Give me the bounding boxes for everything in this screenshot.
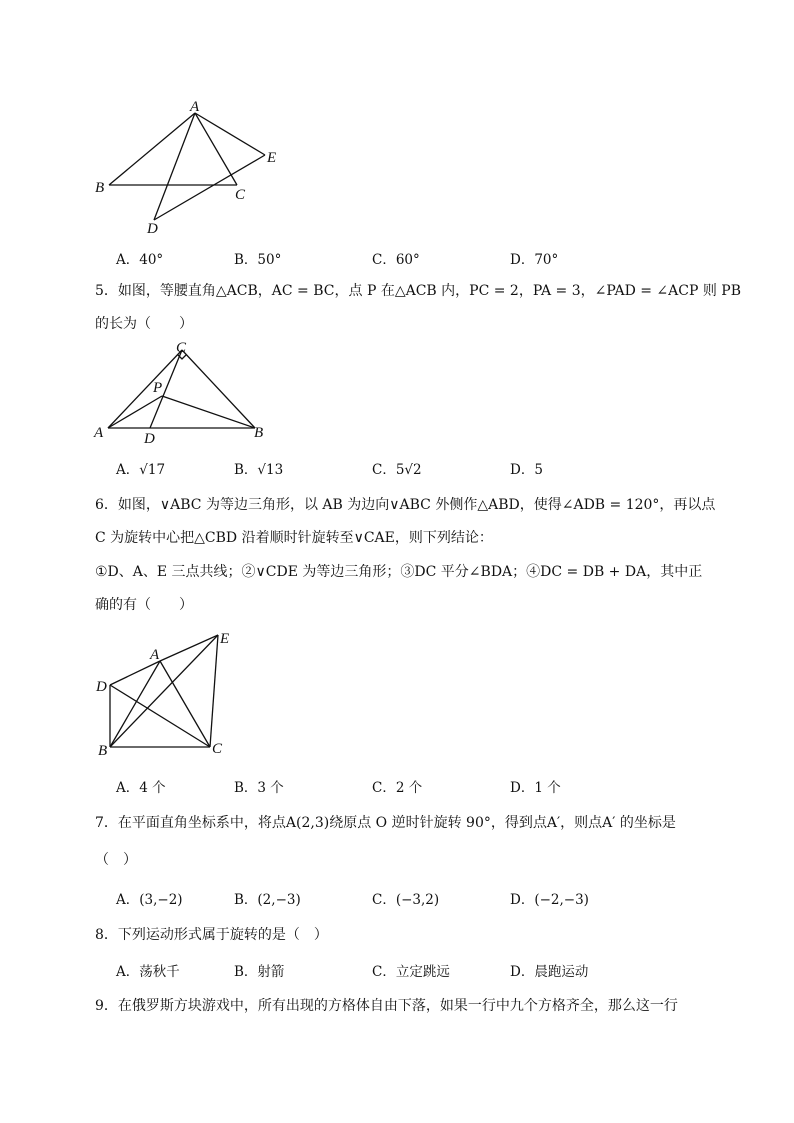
q4-option-a: A．40° bbox=[116, 252, 164, 268]
q4-option-b: B．50° bbox=[234, 252, 282, 268]
q6-label-D: D bbox=[96, 679, 107, 695]
q5-option-b: B．√13 bbox=[234, 462, 284, 478]
q5-segment-AP bbox=[108, 396, 162, 428]
q5-segment-AC bbox=[108, 350, 182, 428]
q4-segment-AC bbox=[195, 113, 237, 185]
q4-figure bbox=[85, 95, 295, 240]
q5-segment-BC bbox=[182, 350, 255, 428]
q6-label-E: E bbox=[220, 631, 230, 647]
q5-stem-line1: 5．如图，等腰直角△ACB，AC = BC，点 P 在△ACB 内，PC = 2，PA = 3，∠PAD = ∠ACP 则 PB bbox=[95, 283, 742, 299]
q5-figure bbox=[90, 338, 275, 448]
q8-option-b: B．射箭 bbox=[234, 964, 285, 980]
q7-option-b: B．(2,−3) bbox=[234, 892, 301, 908]
q5-segment-PB bbox=[162, 396, 255, 428]
q6-stem-line1: 6．如图，∨ABC 为等边三角形，以 AB 为边向∨ABC 外侧作△ABD，使得∠ADB = 120°，再以点 bbox=[95, 497, 716, 513]
q8-stem-line1: 8．下列运动形式属于旋转的是（ ） bbox=[95, 927, 328, 943]
q5-option-c: C．5√2 bbox=[372, 462, 422, 478]
q5-label-D: D bbox=[144, 431, 155, 447]
q4-segment-DE bbox=[154, 155, 265, 220]
q6-segment-CE bbox=[210, 635, 218, 747]
q6-option-b: B．3 个 bbox=[234, 780, 284, 796]
q7-stem-line2: （ ） bbox=[95, 852, 137, 868]
q4-segment-AD bbox=[154, 113, 195, 220]
q6-segment-AB bbox=[110, 661, 160, 747]
q4-label-A: A bbox=[190, 99, 200, 115]
q8-option-d: D．晨跑运动 bbox=[510, 964, 589, 980]
q6-option-a: A．4 个 bbox=[116, 780, 166, 796]
q4-segment-AB bbox=[109, 113, 195, 185]
q4-label-C: C bbox=[235, 187, 246, 203]
q4-option-c: C．60° bbox=[372, 252, 420, 268]
q6-label-C: C bbox=[212, 741, 223, 757]
q5-label-B: B bbox=[254, 425, 264, 441]
q5-option-a: A．√17 bbox=[116, 462, 166, 478]
q5-stem-line2: 的长为（ ） bbox=[95, 316, 193, 332]
q4-segment-AE bbox=[195, 113, 265, 155]
q6-label-B: B bbox=[98, 743, 108, 759]
q6-option-c: C．2 个 bbox=[372, 780, 423, 796]
q6-segment-AC bbox=[160, 661, 210, 747]
q9-stem-line1: 9．在俄罗斯方块游戏中，所有出现的方格体自由下落，如果一行中九个方格齐全，那么这一行 bbox=[95, 998, 678, 1014]
q7-stem-line1: 7．在平面直角坐标系中，将点A(2,3)绕原点 O 逆时针旋转 90°，得到点A′，则点A′ 的坐标是 bbox=[95, 815, 676, 831]
q4-label-E: E bbox=[267, 150, 277, 166]
q6-stem-line4: 确的有（ ） bbox=[95, 597, 193, 613]
q7-option-c: C．(−3,2) bbox=[372, 892, 440, 908]
q5-label-A: A bbox=[94, 425, 104, 441]
q4-label-D: D bbox=[147, 221, 158, 237]
q5-label-P: P bbox=[153, 380, 163, 396]
q6-segment-AE bbox=[160, 635, 218, 661]
q4-option-d: D．70° bbox=[510, 252, 559, 268]
q6-stem-line2: C 为旋转中心把△CBD 沿着顺时针旋转至∨CAE，则下列结论： bbox=[95, 530, 493, 546]
q7-option-a: A．(3,−2) bbox=[116, 892, 183, 908]
q6-label-A: A bbox=[150, 647, 160, 663]
q6-option-d: D．1 个 bbox=[510, 780, 561, 796]
q5-label-C: C bbox=[176, 340, 187, 356]
q8-option-a: A．荡秋千 bbox=[116, 964, 180, 980]
q5-option-d: D．5 bbox=[510, 462, 543, 478]
q6-segment-BE bbox=[110, 635, 218, 747]
q6-figure bbox=[88, 625, 248, 760]
q6-stem-line3: ①D、A、E 三点共线；②∨CDE 为等边三角形；③DC 平分∠BDA；④DC = DB + DA，其中正 bbox=[95, 564, 703, 580]
q4-label-B: B bbox=[95, 180, 105, 196]
q8-option-c: C．立定跳远 bbox=[372, 964, 450, 980]
q7-option-d: D．(−2,−3) bbox=[510, 892, 589, 908]
